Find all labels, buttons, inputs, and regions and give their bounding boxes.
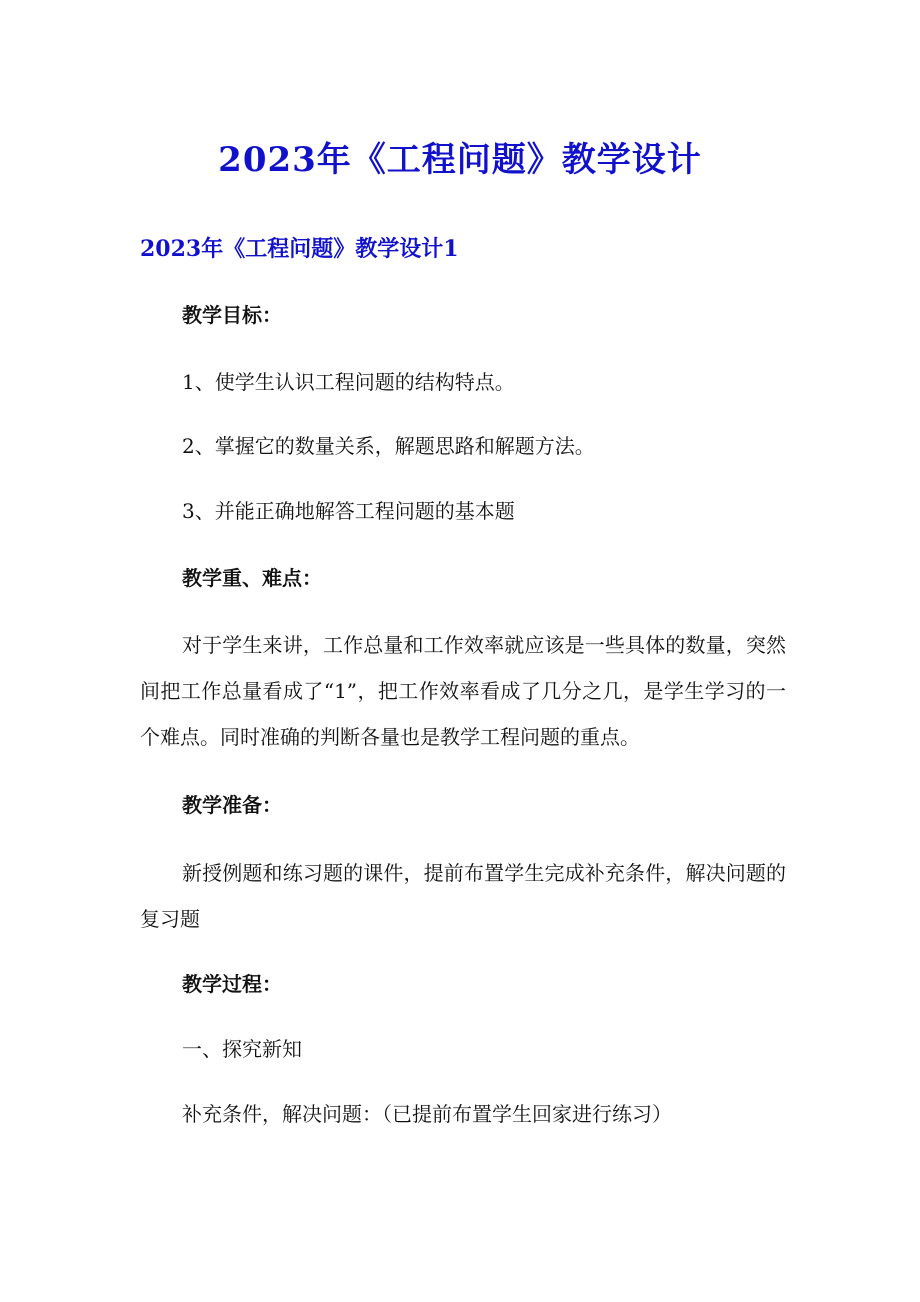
key-points-heading: 教学重、难点： bbox=[182, 566, 322, 590]
key-points-paragraph: 对于学生来讲，工作总量和工作效率就应该是一些具体的数量，突然间把工作总量看成了“1”，把工作效率看成了几分之几，是学生学习的一个难点。同时准确的判断各量也是教学工程问题的重点。 bbox=[140, 633, 786, 749]
objective-3: 3、并能正确地解答工程问题的基本题 bbox=[182, 499, 515, 523]
section-title: 2023年《工程问题》教学设计1 bbox=[140, 236, 459, 262]
objective-1: 1、使学生认识工程问题的结构特点。 bbox=[182, 370, 515, 394]
step-1-text: 补充条件，解决问题：（已提前布置学生回家进行练习） bbox=[182, 1102, 672, 1126]
step-1-heading: 一、探究新知 bbox=[182, 1037, 302, 1061]
process-heading: 教学过程： bbox=[182, 972, 282, 996]
preparation-heading: 教学准备： bbox=[182, 793, 282, 817]
objectives-heading: 教学目标： bbox=[182, 303, 282, 327]
preparation-paragraph: 新授例题和练习题的课件，提前布置学生完成补充条件，解决问题的复习题 bbox=[140, 861, 786, 931]
objective-2: 2、掌握它的数量关系，解题思路和解题方法。 bbox=[182, 434, 595, 458]
document-title: 2023年《工程问题》教学设计 bbox=[218, 140, 702, 180]
